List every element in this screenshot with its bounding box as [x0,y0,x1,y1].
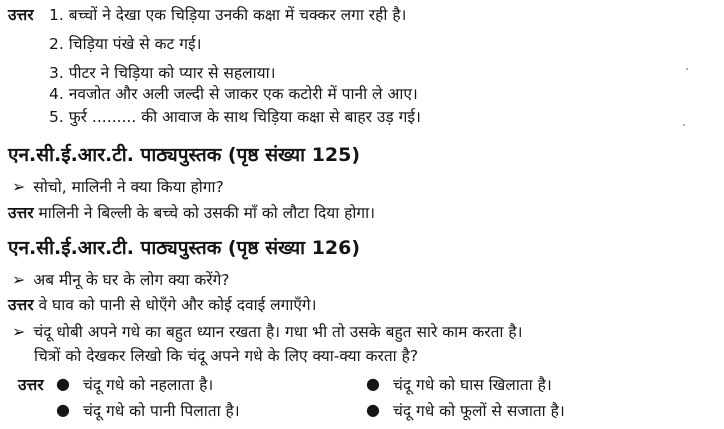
bullet-item-3: चंदू गधे को पानी पिलाता है। [83,402,240,420]
scan-speck [683,124,685,126]
bullet-icon: ● [56,374,70,393]
answer-item-5: 5. फुर्र ......... की आवाज के साथ चिड़िया कक्षा से बाहर उड़ गई। [49,108,421,126]
question-text-line-2: चित्रों को देखकर लिखो कि चंदू अपने गधे के लिए क्या-क्या करता है? [34,347,419,365]
question-text-line-1: चंदू धोबी अपने गधे का बहुत ध्यान रखता है। गधा भी तो उसके बहुत सारे काम करता है। [33,323,523,341]
answer-label: उत्तर [18,376,44,394]
question-text: सोचो, मालिनी ने क्या किया होगा? [33,178,224,196]
bullet-item-4: चंदू गधे को फूलों से सजाता है। [393,402,565,420]
answer-item-1: 1. बच्चों ने देखा एक चिड़िया उनकी कक्षा में चक्कर लगा रही है। [49,6,407,24]
bullet-item-1: चंदू गधे को नहलाता है। [83,376,214,394]
section-heading-125: एन.सी.ई.आर.टी. पाठ्यपुस्तक (पृष्ठ संख्या 125) [8,144,361,166]
scan-speck [686,68,688,70]
section-heading-126: एन.सी.ई.आर.टी. पाठ्यपुस्तक (पृष्ठ संख्या 126) [8,237,361,259]
answer-item-4: 4. नवजोत और अली जल्दी से जाकर एक कटोरी में पानी ले आए। [49,85,418,103]
answer-label: उत्तर [8,296,34,314]
answer-row [8,295,317,315]
answer-label: उत्तर [8,6,34,24]
question-row [12,177,224,197]
bullet-icon: ● [56,400,70,419]
question-text: अब मीनू के घर के लोग क्या करेंगे? [33,271,230,289]
answer-text: मालिनी ने बिल्ली के बच्चे को उसकी माँ को लौटा दिया होगा। [38,204,375,222]
bullet-item-2: चंदू गधे को घास खिलाता है। [393,376,552,394]
answer-item-2: 2. चिड़िया पंखे से कट गई। [49,35,202,53]
arrow-icon: ➢ [12,270,26,289]
bullet-icon: ● [366,400,380,419]
bullet-icon: ● [366,374,380,393]
answer-row [8,203,375,223]
question-row [12,270,230,290]
answer-text: वे घाव को पानी से धोएँगे और कोई दवाई लगाएँगे। [38,296,317,314]
arrow-icon: ➢ [12,177,26,196]
question-row [12,322,522,342]
answer-item-3: 3. पीटर ने चिड़िया को प्यार से सहलाया। [49,64,276,82]
answer-label: उत्तर [8,204,34,222]
arrow-icon: ➢ [12,322,26,341]
